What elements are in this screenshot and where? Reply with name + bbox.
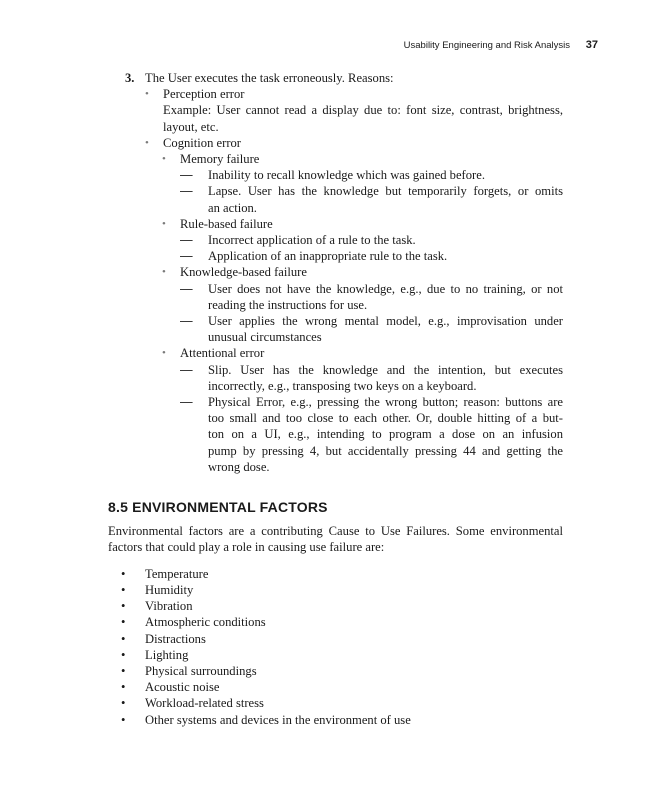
running-title: Usability Engineering and Risk Analysis: [403, 40, 570, 51]
factor-text: Atmospheric conditions: [145, 615, 266, 630]
memory-item: [162, 151, 563, 167]
perception-example: Example: User cannot read a display due to: font size, contrast, brightness,: [163, 103, 563, 118]
bullet-marker: •: [145, 88, 149, 101]
bullet-marker: •: [145, 136, 149, 149]
perception-item: [145, 86, 563, 102]
factor-text: Other systems and devices in the environment of use: [145, 712, 411, 727]
section-intro: [108, 523, 563, 555]
dash-text: Incorrect application of a rule to the task.: [208, 233, 416, 248]
dash-text-cont: ton on a UI, e.g., intending to program a dose on an infusion: [208, 427, 563, 442]
dash-item: [180, 232, 563, 248]
rule-item: [162, 216, 563, 232]
knowledge-item: [162, 264, 563, 280]
bullet-marker: •: [121, 582, 126, 597]
dash-text: Inability to recall knowledge which was gained before.: [208, 168, 485, 183]
factor-list-item: [121, 566, 563, 582]
attention-item: [162, 345, 563, 361]
factor-list-item: [121, 679, 563, 695]
dash-marker: —: [180, 395, 193, 410]
factor-list-item: [121, 614, 563, 630]
bullet-marker: •: [162, 153, 166, 166]
factor-list-item: [121, 631, 563, 647]
factor-text: Distractions: [145, 631, 206, 646]
intro-line: Environmental factors are a contributing Cause to Use Failures. Some environmental: [108, 524, 563, 539]
knowledge-title: Knowledge-based failure: [180, 265, 307, 280]
dash-text: Application of an inappropriate rule to the task.: [208, 249, 448, 264]
bullet-marker: •: [121, 712, 126, 727]
factor-text: Temperature: [145, 566, 209, 581]
page-body: [108, 70, 563, 728]
dash-text: Physical Error, e.g., pressing the wrong button; reason: buttons are: [208, 395, 563, 410]
bullet-marker: •: [162, 217, 166, 230]
item-number: 3.: [125, 71, 135, 85]
cognition-title: Cognition error: [163, 135, 241, 150]
bullet-marker: •: [162, 347, 166, 360]
dash-text: Slip. User has the knowledge and the intention, but executes: [208, 362, 563, 377]
factor-text: Lighting: [145, 647, 189, 662]
dash-item: [180, 313, 563, 329]
dash-text-cont: an action.: [208, 200, 257, 215]
factor-text: Physical surroundings: [145, 663, 257, 678]
bullet-marker: •: [121, 680, 126, 695]
page-number: 37: [585, 39, 598, 51]
dash-item: [180, 394, 563, 410]
dash-text-cont: unusual circumstances: [208, 330, 322, 345]
numbered-item: [125, 70, 563, 86]
bullet-marker: •: [121, 615, 126, 630]
bullet-marker: •: [121, 566, 126, 581]
dash-text: Lapse. User has the knowledge but temporarily forgets, or omits: [208, 184, 563, 199]
dash-marker: —: [180, 362, 193, 377]
factor-list-item: [121, 712, 563, 728]
dash-marker: —: [180, 233, 193, 248]
factor-text: Acoustic noise: [145, 680, 220, 695]
dash-item: [180, 183, 563, 199]
dash-text-cont: wrong dose.: [208, 459, 270, 474]
attention-title: Attentional error: [180, 346, 265, 361]
dash-item: [180, 248, 563, 264]
factor-list-item: [121, 663, 563, 679]
running-header: [0, 40, 648, 54]
bullet-marker: •: [121, 599, 126, 614]
dash-item: [180, 362, 563, 378]
dash-marker: —: [180, 281, 193, 296]
bullet-marker: •: [121, 696, 126, 711]
bullet-marker: •: [162, 266, 166, 279]
perception-example-cont: layout, etc.: [163, 119, 219, 134]
dash-text-cont: pump by pressing 4, but accidentally pressing 44 and getting the: [208, 443, 563, 458]
dash-text-cont: reading the instructions for use.: [208, 297, 368, 312]
dash-marker: —: [180, 168, 193, 183]
dash-text: User does not have the knowledge, e.g., due to no training, or not: [208, 281, 563, 296]
factor-text: Humidity: [145, 582, 194, 597]
factor-list-item: [121, 695, 563, 711]
intro-line: factors that could play a role in causing use failure are:: [108, 540, 385, 555]
dash-marker: —: [180, 314, 193, 329]
bullet-marker: •: [121, 663, 126, 678]
factor-list-item: [121, 582, 563, 598]
dash-item: [180, 281, 563, 297]
dash-text: User applies the wrong mental model, e.g., improvisation under: [208, 314, 563, 329]
dash-text-cont: too small and too close to each other. Or, double hitting of a but-: [208, 411, 563, 426]
section-heading: 8.5 ENVIRONMENTAL FACTORS: [108, 499, 328, 516]
item-heading: The User executes the task erroneously. Reasons:: [145, 71, 394, 85]
cognition-item: [145, 135, 563, 151]
dash-marker: —: [180, 184, 193, 199]
perception-title: Perception error: [163, 87, 245, 102]
factor-list-item: [121, 647, 563, 663]
bullet-marker: •: [121, 647, 126, 662]
factor-text: Workload-related stress: [145, 696, 264, 711]
memory-title: Memory failure: [180, 152, 260, 167]
factor-list-item: [121, 598, 563, 614]
dash-text-cont: incorrectly, e.g., transposing two keys on a keyboard.: [208, 378, 477, 393]
bullet-marker: •: [121, 631, 126, 646]
factor-text: Vibration: [145, 599, 193, 614]
dash-item: [180, 167, 563, 183]
dash-marker: —: [180, 249, 193, 264]
factor-list: [108, 566, 563, 728]
rule-title: Rule-based failure: [180, 216, 273, 231]
